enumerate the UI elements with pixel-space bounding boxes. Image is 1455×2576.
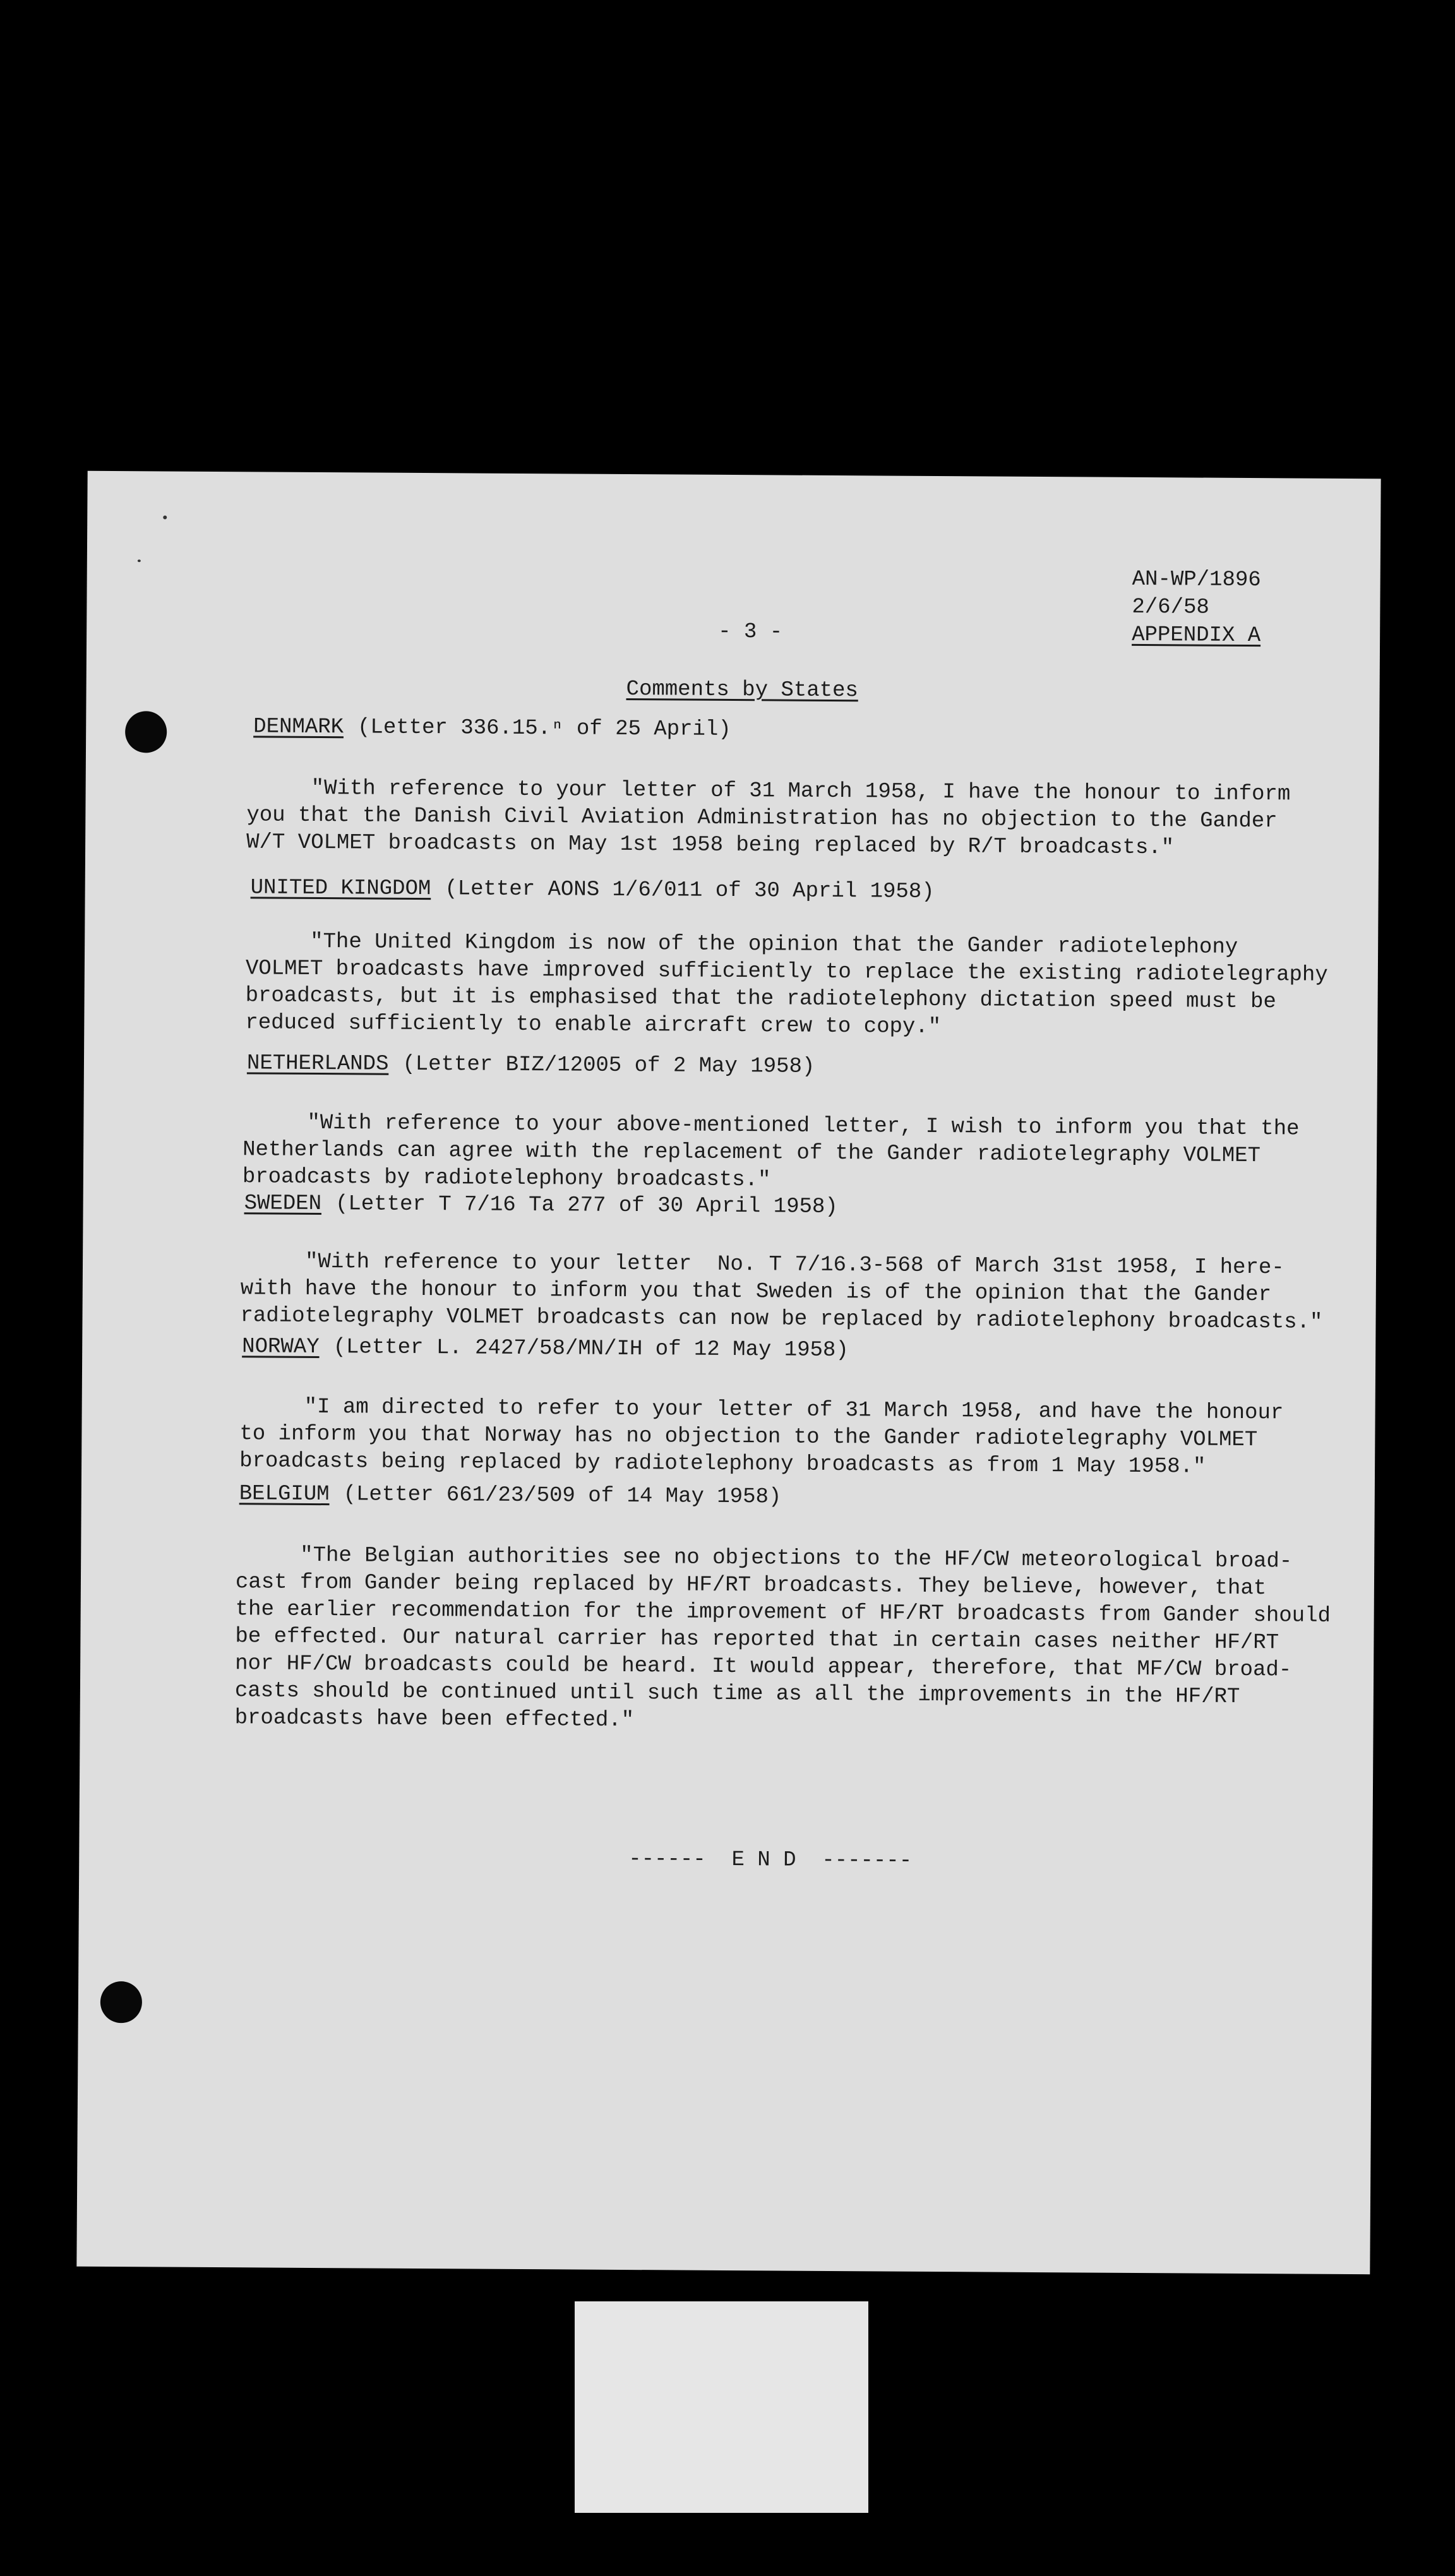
entry-heading-denmark bbox=[253, 715, 731, 742]
country-name: BELGIUM bbox=[239, 1482, 330, 1507]
text-line: with have the honour to inform you that Sweden is of the opinion that the Gander bbox=[240, 1277, 1272, 1308]
appendix-label: APPENDIX A bbox=[1132, 623, 1261, 648]
entry-text-denmark bbox=[246, 775, 1290, 862]
text-line: Netherlands can agree with the replacement of the Gander radiotelegraphy VOLMET bbox=[242, 1138, 1261, 1169]
paper-speck bbox=[138, 559, 141, 562]
end-marker: ------ E N D ------- bbox=[628, 1847, 913, 1873]
text-line: broadcasts by radiotelephony broadcasts." bbox=[242, 1165, 771, 1193]
entry-text-united-kingdom bbox=[245, 928, 1328, 1043]
letter-reference: (Letter 336.15.ⁿ of 25 April) bbox=[357, 715, 731, 742]
letter-reference: (Letter T 7/16 Ta 277 of 30 April 1958) bbox=[335, 1192, 838, 1220]
punch-hole-bottom bbox=[100, 1981, 142, 2023]
country-name: SWEDEN bbox=[244, 1191, 322, 1217]
entry-heading-norway bbox=[242, 1335, 849, 1363]
text-line: to inform you that Norway has no objection to the Gander radiotelegraphy VOLMET bbox=[239, 1422, 1258, 1453]
page-number: - 3 - bbox=[718, 619, 783, 645]
document-id: AN-WP/1896 bbox=[1132, 567, 1261, 593]
blank-card bbox=[575, 2301, 868, 2513]
document-page bbox=[76, 471, 1380, 2274]
text-line: cast from Gander being replaced by HF/RT broadcasts. They believe, however, that bbox=[235, 1570, 1267, 1601]
text-line: casts should be continued until such time as all the improvements in the HF/RT bbox=[234, 1679, 1240, 1709]
entry-heading-netherlands bbox=[247, 1051, 815, 1078]
text-line: "The United Kingdom is now of the opinion that the Gander radiotelephony bbox=[246, 929, 1238, 960]
text-line: "With reference to your above-mentioned letter, I wish to inform you that the bbox=[242, 1111, 1300, 1142]
text-line: broadcasts, but it is emphasised that the radiotelephony dictation speed must be bbox=[245, 984, 1276, 1015]
paper-speck bbox=[163, 516, 167, 520]
entry-heading-united-kingdom bbox=[251, 876, 935, 904]
text-line: "With reference to your letter of 31 March 1958, I have the honour to inform bbox=[246, 776, 1291, 807]
section-title: Comments by States bbox=[626, 677, 858, 703]
text-line: the earlier recommendation for the improvement of HF/RT broadcasts from Gander should bbox=[235, 1597, 1331, 1628]
country-name: NETHERLANDS bbox=[246, 1051, 389, 1076]
text-line: "I am directed to refer to your letter of 31 March 1958, and have the honour bbox=[239, 1395, 1284, 1426]
text-line: broadcasts being replaced by radiotelephony broadcasts as from 1 May 1958." bbox=[239, 1449, 1206, 1479]
entry-text-netherlands bbox=[242, 1109, 1300, 1197]
text-line: be effected. Our natural carrier has reported that in certain cases neither HF/RT bbox=[235, 1625, 1279, 1655]
entry-text-sweden bbox=[240, 1248, 1323, 1336]
entry-heading-sweden bbox=[244, 1191, 838, 1219]
document-date: 2/6/58 bbox=[1132, 595, 1209, 620]
text-line: radiotelegraphy VOLMET broadcasts can now be replaced by radiotelephony broadcasts." bbox=[240, 1304, 1323, 1335]
letter-reference: (Letter AONS 1/6/011 of 30 April 1958) bbox=[445, 877, 935, 904]
country-name: NORWAY bbox=[242, 1335, 320, 1360]
punch-hole-top bbox=[125, 711, 167, 753]
text-line: "The Belgian authorities see no objections to the HF/CW meteorological broad- bbox=[236, 1543, 1293, 1574]
text-line: reduced sufficiently to enable aircraft crew to copy." bbox=[245, 1011, 942, 1040]
text-line: nor HF/CW broadcasts could be heard. It would appear, therefore, that MF/CW broad- bbox=[235, 1652, 1292, 1683]
entry-text-norway bbox=[239, 1393, 1283, 1481]
text-line: W/T VOLMET broadcasts on May 1st 1958 being replaced by R/T broadcasts." bbox=[246, 830, 1175, 861]
country-name: UNITED KINGDOM bbox=[250, 876, 431, 902]
text-line: VOLMET broadcasts have improved sufficiently to replace the existing radiotelegraphy bbox=[245, 957, 1328, 987]
text-line: "With reference to your letter No. T 7/16.3-568 of March 31st 1958, I here- bbox=[240, 1249, 1284, 1280]
letter-reference: (Letter BIZ/12005 of 2 May 1958) bbox=[402, 1052, 815, 1079]
text-line: you that the Danish Civil Aviation Administration has no objection to the Gander bbox=[246, 803, 1278, 834]
document-reference bbox=[1132, 566, 1261, 650]
entry-text-belgium bbox=[235, 1542, 1331, 1739]
text-line: broadcasts have been effected." bbox=[234, 1706, 635, 1733]
letter-reference: (Letter 661/23/509 of 14 May 1958) bbox=[343, 1482, 782, 1510]
entry-heading-belgium bbox=[239, 1482, 782, 1509]
country-name: DENMARK bbox=[253, 715, 344, 740]
letter-reference: (Letter L. 2427/58/MN/IH of 12 May 1958) bbox=[333, 1335, 849, 1363]
